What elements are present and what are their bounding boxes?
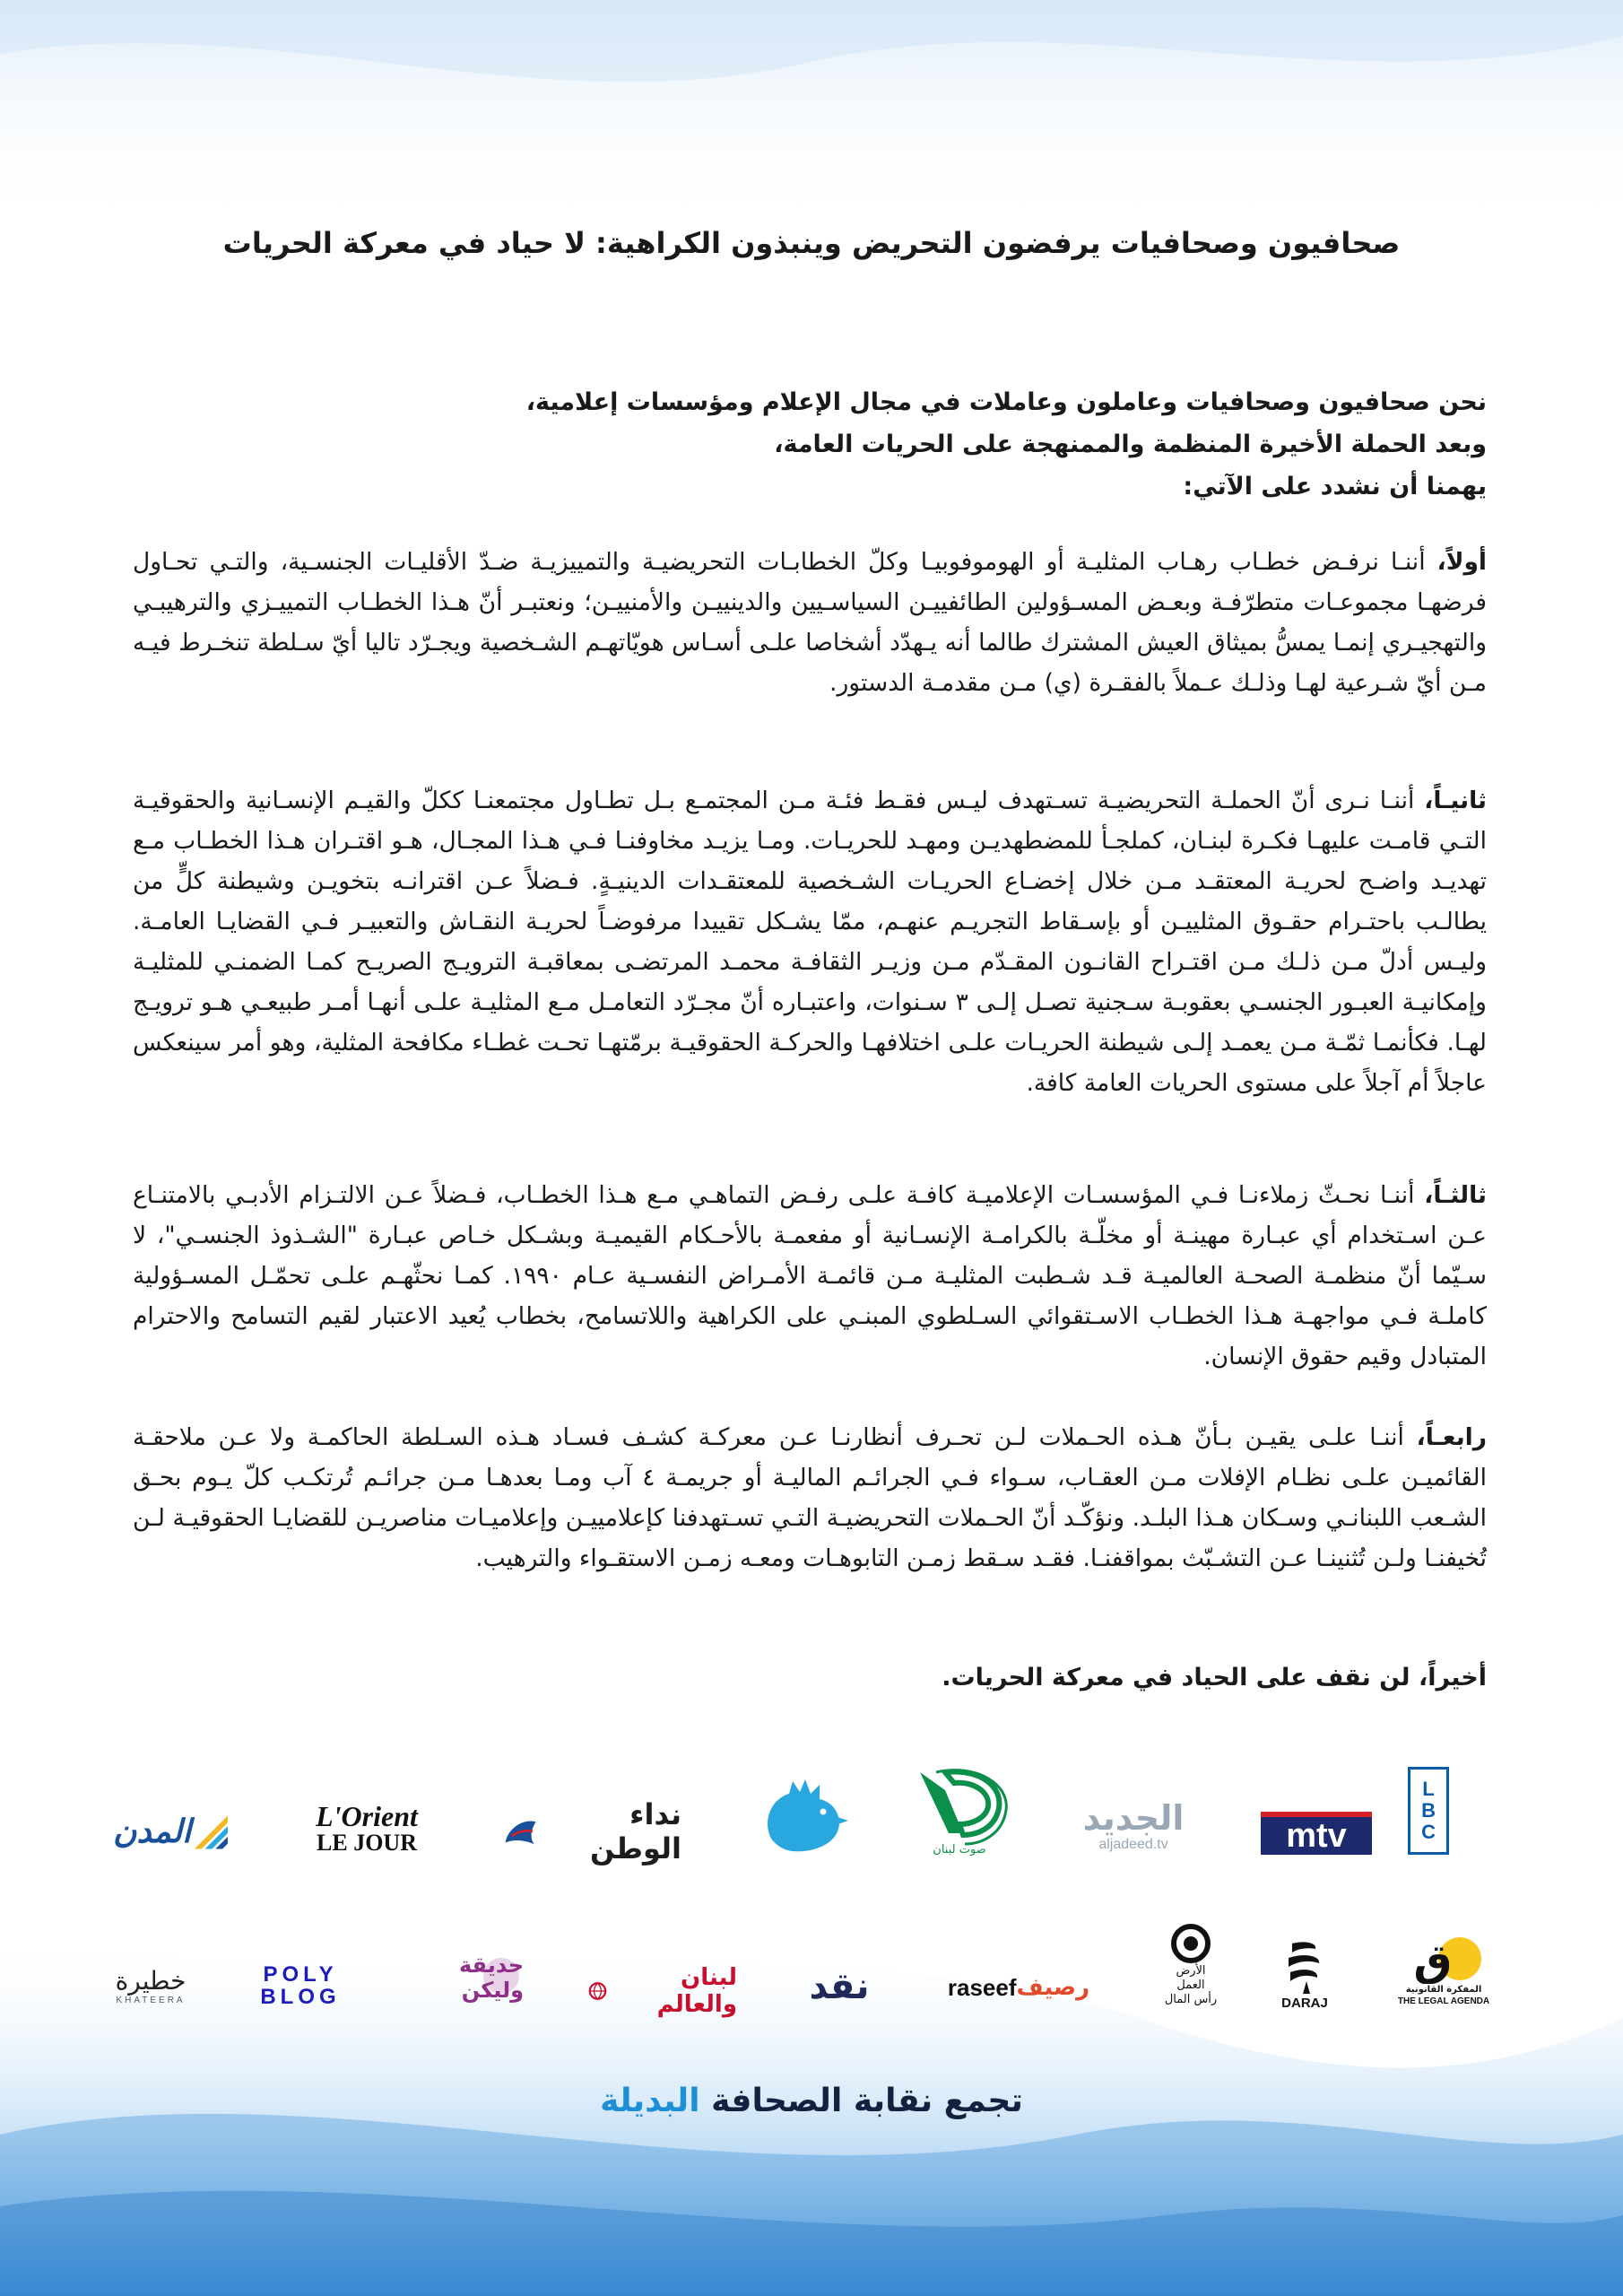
closing-statement: أخيراً، لن نقف على الحياد في معركة الحريات. [942, 1664, 1487, 1692]
polyblog-logo [253, 1961, 348, 2011]
lorient-wordmark: L'Orient [316, 1800, 418, 1832]
rooster-logo [753, 1776, 852, 1857]
legal-agenda-arabic: المفكرة القانونية [1405, 1985, 1482, 1995]
aljadeed-logo [1081, 1796, 1185, 1857]
naqd-wordmark: نقد [809, 1966, 870, 2007]
intro-line: وبعد الحملة الأخيرة المنظمة والممنهجة على الحريات العامة، [774, 430, 1487, 458]
svg-text:صوت لبنان: صوت لبنان [933, 1843, 986, 1857]
paragraph-second [133, 780, 1487, 1103]
paragraph-text: أننـا نـرى أنّ الحملـة التحريضيـة تسـتهدف ليـس فقـط فئـة مـن المجتمـع بـل تطـاول مجتمعنـا ككلّ والقيـم الإنسـانية والحقوقيـة التـي قامـت عليهـا فكـرة لبنـان، كملجـأ للمضطهديـن ومهـد للحريـات. ومـا يزيـد مخاوفنـا فـي هـذا المجـال، هـو اقتـران هـذا الخطـاب مـع تهديـد واضـح لحريـة المعتقـد مـن خلال إخضـاع الحريـات الشـخصية للمعتقـدات الدينيـةٍ. فـضلاً عـن اقترانـه بتخويـن وشيطنة كلٍّ من يطالـب باحتـرام حقـوق المثلييـن أو بإسـقاط التجريـم عنهـم، ممّا يشـكل تقييدا مرفوضـاً لحريـة النقـاش والتعبيـر فـي القضايـا العامـة. وليـس أدلّ مـن ذلـك مـن اقتـراح القانـون المقـدّم مـن وزيـر الثقافـة محمـد المرتضـى بمعاقبـة الترويـج الصريـح كمـا الضمنـي للمثليـة وإمكانيـة العبـور الجنسـي بعقوبـة سـجنية تصـل إلـى ٣ سـنوات، واعتبـاره أنّ مجـرّد التعامـل مـع المثليـة علـى أنهـا أمـر طبيعـي هـو ترويـج لهـا. فكأنمـا ثمّـة مـن يعمـد إلـى شيطنة الحريـات علـى اختلافهـا والحركـة الحقوقيـة برمّتهـا تحـت غطـاء مكافحة المثلية، وهو أمر سينعكس عاجلاً أم آجلاً على مستوى الحريات العامة كافة. [133, 787, 1487, 1097]
paragraph-first [133, 542, 1487, 703]
raseef-english-wordmark: raseef [947, 1973, 1017, 2001]
daraj-wordmark: DARAJ [1281, 1995, 1328, 2011]
nidaa-flag-icon [502, 1813, 539, 1849]
mtv-logo [1261, 1812, 1372, 1855]
svg-text:ق: ق [1413, 1935, 1453, 1984]
signature-main: تجمع نقابة الصحافة [711, 2083, 1023, 2119]
legal-agenda-english: THE LEGAL AGENDA [1397, 1996, 1490, 2006]
ard-amal-logo [1162, 1912, 1219, 2018]
raseef-arabic-wordmark: رصيف [1016, 1974, 1090, 2001]
ard-amal-line: العمل [1176, 1979, 1205, 1992]
hadiqa-logo [412, 1953, 524, 2002]
lbc-logo [1408, 1767, 1449, 1855]
aljadeed-url: aljadeed.tv [1098, 1837, 1168, 1852]
nidaa-alwatan-logo [502, 1797, 681, 1866]
signature-accent: البديلة [600, 2083, 700, 2119]
sawt-lebnan-icon [909, 1763, 1010, 1857]
khateera-logo [113, 1961, 188, 2011]
paragraph-lead: أولاً، [1436, 548, 1487, 576]
daraj-icon [1280, 1936, 1330, 1996]
ard-amal-icon [1170, 1923, 1211, 1964]
lorient-le-jour-logo [301, 1801, 432, 1858]
paragraph-lead: ثالثـاً، [1424, 1181, 1487, 1209]
legal-agenda-icon [1397, 1932, 1490, 1984]
sawt-lebnan-logo [909, 1763, 1010, 1857]
paragraph-text: أننـا علـى يقيـن بـأنّ هـذه الحـملات لـن تحـرف أنظارنـا عـن معركـة كشـف فسـاد هـذه السـلطة الحاكمـة ولا عـن ملاحقـة القائميـن علـى نظـام الإفلات مـن العقـاب، سـواء فـي الجرائـم الماليـة أو جريمـة ٤ آب ومـا بعدهـا مـن جرائـم تُرتكـب كلّ يـوم بحـق الشـعب اللبنانـي وسـكان هـذا البلـد. ونؤكّـد أنّ الحـملات التحريضيـة التـي تسـتهدفنا كإعلامييـن وإعلاميـات مناصريـن للقضايـا الحقوقيـة لـن تُخيفنـا ولـن تُثنينـا عـن التشـبّث بمواقفنـا. فقـد سـقط زمـن التابوهـات ومعـه زمـن الاستقـواء والترهيب. [133, 1423, 1487, 1572]
paragraph-text: أننـا نحـثّ زملاءنـا فـي المؤسسـات الإعلاميـة كافـة علـى رفـض التماهـي مـع هـذا الخطـاب، فـضلاً عـن الالتـزام الأدبـي بالامتنـاع عـن اسـتخدام أي عبـارة مهينـة أو مخلّـة بالكرامـة الإنسـانية أو مفعمـة بالأحـكام القيميـة وبشـكل خـاص عبـارة "الشـذوذ الجنسـي"، لا سـيّما أنّ منظمـة الصحـة العالميـة قـد شـطبت المثليـة مـن قائمـة الأمـراض النفسـية عـام ١٩٩٠. كمـا نحثّهـم علـى تحمّـل المسـؤولية كاملـة فـي مواجهـة هـذا الخطـاب الاسـتقوائي السـلطوي المبنـي على الكراهية واللاتسامح، بخطاب يُعيد الاعتبار لقيم التسامح والاحترام المتبادل وقيم حقوق الإنسان. [133, 1181, 1488, 1370]
document-title: صحافيون وصحافيات يرفضون التحريض وينبذون الكراهية: لا حياد في معركة الحريات [222, 226, 1401, 260]
polyblog-line: POLY [263, 1962, 338, 1987]
hadiqa-wordmark: حديقة وليكن [459, 1952, 524, 2003]
lbc-letter: C [1421, 1821, 1436, 1843]
ard-amal-line: رأس المال [1164, 1993, 1218, 2006]
intro-line: يهمنا أن نشدد على الآتي: [1183, 473, 1487, 500]
raseef-logo [938, 1970, 1105, 2005]
nidaa-alwatan-wordmark: نداء الوطن [590, 1797, 681, 1866]
paragraph-lead: ثانيـاً، [1424, 787, 1487, 814]
lebanon-world-wordmark: لبنان والعالم [656, 1964, 737, 2018]
ard-amal-line: الأرض [1176, 1964, 1206, 1978]
paragraph-third [133, 1175, 1487, 1377]
polyblog-line: BLOG [260, 1985, 341, 2009]
mtv-wordmark: mtv [1286, 1817, 1347, 1855]
intro-block [411, 381, 1487, 508]
intro-line: نحن صحافيون وصحافيات وعاملون وعاملات في مجال الإعلام ومؤسسات إعلامية، [525, 388, 1487, 416]
lebanon-world-logo [588, 1964, 737, 2018]
khateera-arabic-wordmark: خطيرة [115, 1965, 187, 1996]
lbc-letter: B [1421, 1799, 1436, 1822]
aljadeed-wordmark: الجديد [1082, 1798, 1185, 1838]
almodon-stripes-icon [191, 1810, 231, 1853]
rooster-icon [753, 1776, 852, 1857]
paragraph-text: أننـا نرفـض خطـاب رهـاب المثليـة أو الهوموفوبيـا وكلّ الخطابـات التحريضيـة والتمييزيـة ضـدّ الأقليـات الجنسـية، والتـي تحـاول فرضهـا مجموعـات متطرّفـة وبعـض المسـؤولين الطائفييـن السياسـيين والدينييـن والأمنييـن؛ ونعتبـر أنّ هـذا الخطـاب التمييـزي والترهيبـي والتهجيـري إنمـا يمسُّ بميثاق العيش المشترك طالما أنه يـهدّد أشخاصا علـى أسـاس هويّاتهـم الشـخصية ويجـرّد تاليا أيّ سـلطة تنخـرط فيـه مـن أيّ شـرعية لهـا وذلـك عـملاً بالفقـرة (ي) مـن مقدمـة الدستور. [133, 548, 1487, 697]
paragraph-fourth [133, 1417, 1487, 1578]
signature [0, 2083, 1623, 2119]
le-jour-wordmark: LE JOUR [317, 1830, 417, 1856]
khateera-english-wordmark: KHATEERA [116, 1995, 186, 2005]
legal-agenda-logo [1397, 1923, 1490, 2016]
globe-icon [588, 1980, 607, 2002]
almodon-wordmark: المدن [113, 1813, 192, 1850]
almodon-logo [113, 1806, 231, 1857]
lbc-letter: L [1422, 1778, 1435, 1800]
naqd-logo [803, 1964, 875, 2009]
paragraph-lead: رابعـاً، [1416, 1423, 1487, 1451]
daraj-logo [1273, 1928, 1336, 2018]
